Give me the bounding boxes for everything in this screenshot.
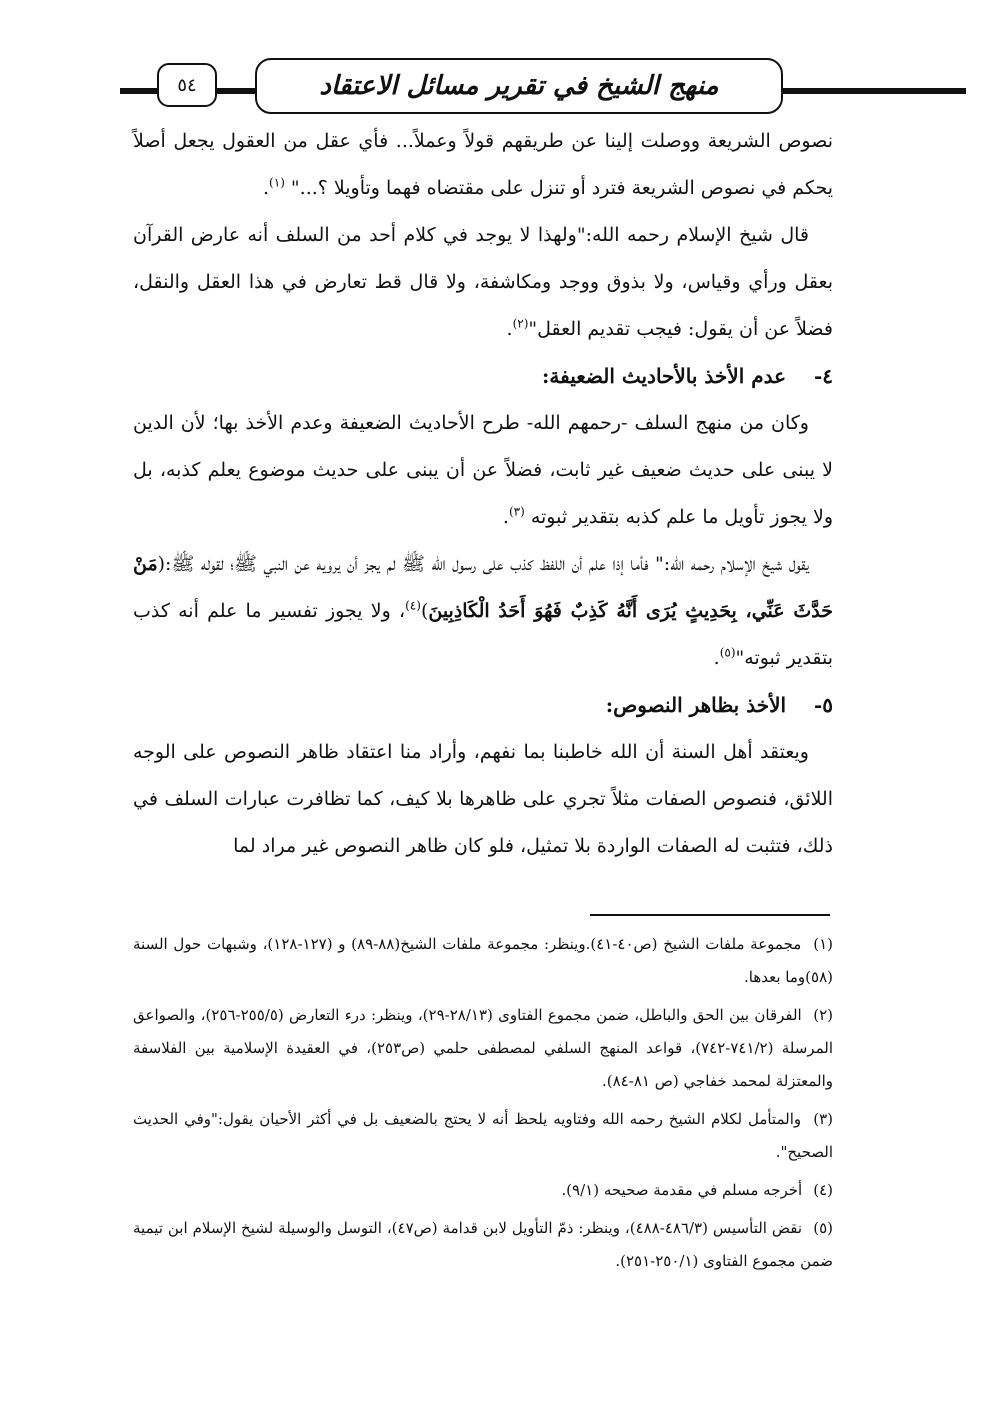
footnote-number: (١) [813, 935, 833, 953]
section-number-4: ٤- [813, 364, 833, 388]
header-rule-middle [217, 88, 257, 94]
footnote-ref-1: (١) [269, 175, 285, 190]
footnote-text: الفرقان بين الحق والباطل، ضمن مجموع الفتاوى (٢٨/١٣-٢٩)، وينظر: درء التعارض (٢٥٥/٥-٢٥٦)، والصواعق المرسلة (٧٤١/٢-٧٤٢)، قواعد المنهج السلفي لمصطفى حلمي (ص٢٥٣)، في العقيدة الإسلامية بين الفلاسفة والمعتزلة لمحمد خفاجي (ص ٨١-٨٤). [133, 1006, 833, 1090]
section-title-4: عدم الأخذ بالأحاديث الضعيفة: [541, 364, 787, 388]
page-number: ٥٤ [157, 63, 217, 107]
section-heading-5 [133, 682, 833, 729]
header-rule-left [120, 88, 160, 94]
running-title: منهج الشيخ في تقرير مسائل الاعتقاد [255, 58, 783, 114]
paragraph-3 [133, 400, 833, 541]
period: . [506, 318, 513, 340]
section-number-5: ٥- [813, 693, 833, 717]
hadith-quote: مَنْ حَدَّثَ عَنِّي، بِحَدِيثٍ يُرَى أَنَّهُ كَذِبٌ فَهُوَ أَحَدُ الْكَاذِبِينَ [133, 553, 833, 622]
section-title-5: الأخذ بظاهر النصوص: [605, 693, 787, 717]
footnote-number: (٢) [813, 1006, 834, 1024]
footnote-separator [590, 914, 830, 916]
footnote-3 [133, 1103, 833, 1169]
paragraph-2-text: قال شيخ الإسلام رحمه الله:"ولهذا لا يوجد في كلام أحد من السلف أنه عارض القرآن بعقل ورأي وقياس، ولا بذوق ووجد ومكاشفة، ولا قال قط تعارض في هذا العقل والنقل، فضلاً عن أن يقول: فيجب تقديم العقل" [133, 224, 833, 340]
footnote-ref-5: (٥) [719, 645, 736, 660]
header-rule-right [780, 88, 966, 94]
footnote-ref-4: (٤) [405, 598, 421, 613]
paragraph-1-line-1: نصوص الشريعة ووصلت إلينا عن طريقهم قولاً وعملاً... فأي عقل من العقول يجعل أصلاً [133, 130, 833, 152]
footnote-number: (٤) [813, 1181, 833, 1199]
paragraph-5-text: ويعتقد أهل السنة أن الله خاطبنا بما نفهم، وأراد منا اعتقاد ظاهر النصوص على الوجه اللائق، فنصوص الصفات مثلاً تجري على ظاهرها بلا كيف، كما تظافرت عبارات السلف في ذلك، فتثبت له الصفات الواردة بلا تمثيل، فلو كان ظاهر النصوص غير مراد لما [133, 741, 833, 857]
period: . [713, 647, 720, 669]
footnote-number: (٥) [813, 1219, 833, 1237]
footnote-text: أخرجه مسلم في مقدمة صحيحه (٩/١). [561, 1181, 803, 1199]
footnotes [133, 928, 833, 1283]
section-heading-4 [133, 353, 833, 400]
paragraph-5 [133, 729, 833, 870]
footnote-5 [133, 1212, 833, 1278]
footnote-4 [133, 1174, 833, 1207]
footnote-text: والمتأمل لكلام الشيخ رحمه الله وفتاويه يلحظ أنه لا يحتج بالضعيف بل في أكثر الأحيان يقول:"وفي الحديث الصحيح". [133, 1110, 833, 1161]
footnote-ref-2: (٢) [512, 316, 529, 331]
footnote-1 [133, 928, 833, 994]
footnote-2 [133, 999, 833, 1098]
paragraph-3-text: وكان من منهج السلف -رحمهم الله- طرح الأحاديث الضعيفة وعدم الأخذ بها؛ لأن الدين لا يبنى على حديث ضعيف غير ثابت، فضلاً عن أن يبنى على حديث موضوع يعلم كذبه، بل ولا يجوز تأويل ما علم كذبه بتقدير ثبوته [133, 412, 833, 528]
paragraph-4-part-a: يقول شيخ الإسلام رحمه الله:" فأما إذا علم أن اللفظ كذب على رسول الله ﷺ لم يجز أن يرويه عن النبي ﷺ؛ لقوله ﷺ:( [157, 553, 809, 575]
footnote-text: نقض التأسيس (٤٨٦/٣-٤٨٨)، وينظر: ذمّ التأويل لابن قدامة (ص٤٧)، التوسل والوسيلة لشيخ الإسلام ابن تيمية ضمن مجموع الفتاوى (٢٥٠/١-٢٥١). [133, 1219, 833, 1270]
paragraph-4-part-c: ، ولا يجوز تفسير ما علم أنه كذب بتقدير ثبوته" [133, 600, 833, 669]
paragraph-1 [133, 118, 833, 212]
footnote-ref-3: (٣) [508, 504, 525, 519]
period: . [502, 506, 509, 528]
paragraph-2 [133, 212, 833, 353]
period: . [263, 177, 270, 199]
paragraph-4 [133, 541, 833, 682]
footnote-number: (٣) [813, 1110, 833, 1128]
paragraph-1-line-2: يحكم في نصوص الشريعة فترد أو تنزل على مقتضاه فهما وتأويلا ؟..." [290, 177, 833, 199]
main-text [133, 118, 833, 870]
paragraph-4-part-b: ) [420, 600, 429, 622]
footnote-text: مجموعة ملفات الشيخ (ص٤٠-٤١).وينظر: مجموعة ملفات الشيخ(٨٨-٨٩) و (١٢٧-١٢٨)، وشبهات حول السنة (٥٨)وما بعدها. [133, 935, 833, 986]
